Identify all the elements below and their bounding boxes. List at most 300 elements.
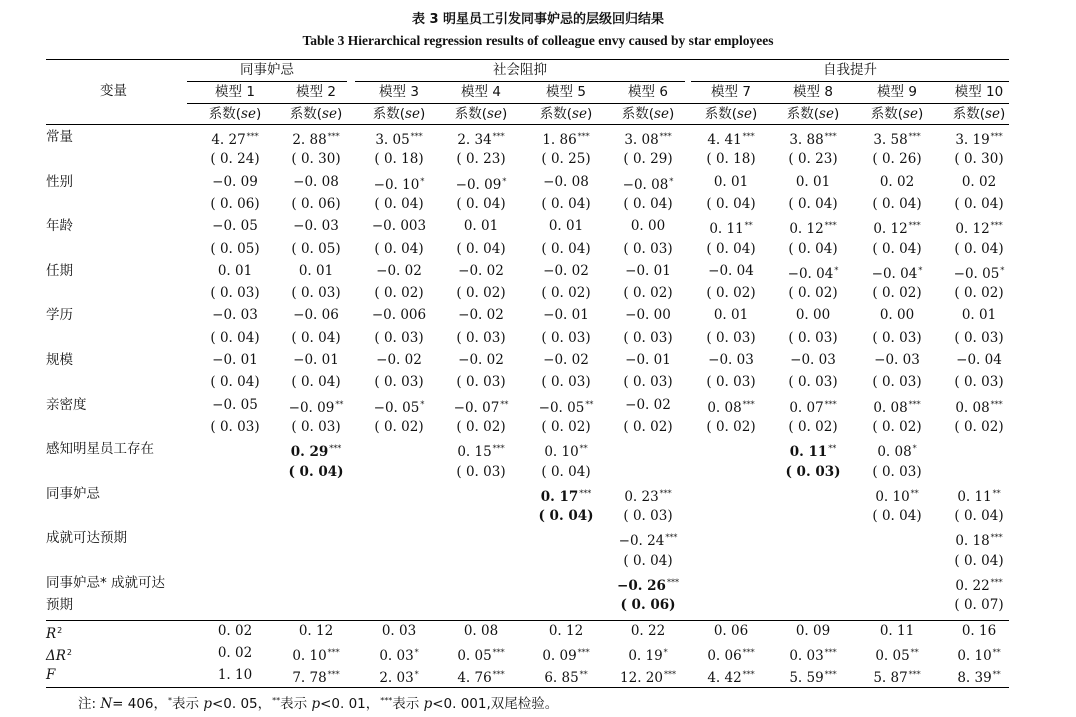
coef-value: −0. 05 (373, 399, 420, 416)
coef-label: 系数( (786, 106, 820, 122)
coef-value: −0. 006 (371, 307, 427, 324)
stat-symbol: ΔR (46, 648, 66, 664)
stat-symbol: F (46, 667, 56, 683)
coef-cell (938, 126, 1020, 148)
se-cell: ( 0. 04) (954, 552, 1004, 569)
significance-stars: *** (990, 533, 1003, 543)
note-p-symbol: p (311, 696, 321, 712)
significance-stars: *** (410, 132, 423, 141)
se-cell: ( 0. 04) (954, 240, 1004, 257)
se-cell: ( 0. 03) (456, 329, 506, 346)
se-cell: ( 0. 03) (291, 418, 341, 435)
coef-value: 0. 01 (961, 307, 997, 324)
se-cell: ( 0. 02) (541, 285, 591, 302)
se-cell: ( 0. 04) (538, 508, 594, 525)
coef-value: 0. 08 (955, 399, 990, 416)
coef-value: −0. 02 (543, 352, 589, 368)
coef-cell (938, 304, 1020, 326)
coef-cell (194, 215, 276, 237)
stat-cell (525, 642, 607, 664)
se-cell: ( 0. 06) (291, 195, 341, 212)
coef-cell (690, 215, 772, 237)
coef-cell (358, 126, 440, 148)
coef-value: −0. 00 (625, 307, 671, 324)
significance-stars: *** (824, 132, 837, 141)
coef-cell (856, 349, 938, 371)
row-label: 常量 (46, 129, 73, 145)
coef-cell (525, 394, 607, 416)
coef-cell (525, 349, 607, 371)
model-header: 模型 3 (379, 84, 419, 100)
group-header: 同事妒忌 (240, 62, 294, 78)
coef-cell (194, 349, 276, 371)
coef-value: −0. 03 (708, 352, 754, 368)
significance-stars: *** (577, 132, 590, 141)
stat-label (46, 642, 72, 664)
coef-label: 系数( (289, 106, 323, 122)
coef-cell (856, 260, 938, 282)
stat-value: 6. 85 (544, 670, 579, 686)
coef-cell (440, 171, 522, 193)
coef-value: 3. 05 (375, 132, 410, 148)
se-cell: ( 0. 04) (954, 508, 1004, 525)
note-threshold-2: <0. 01， (320, 696, 380, 712)
model-header: 模型 6 (628, 84, 668, 100)
coef-cell (275, 215, 357, 237)
coef-cell (440, 304, 522, 326)
coef-value: 0. 11 (709, 221, 744, 238)
coef-cell (938, 483, 1020, 505)
coef-cell (607, 527, 689, 549)
coef-header (938, 103, 1020, 125)
stat-value: 0. 16 (961, 623, 997, 639)
stat-value: 4. 42 (707, 670, 742, 686)
coef-value: −0. 02 (376, 352, 422, 368)
se-cell: ( 0. 03) (788, 374, 838, 391)
coef-value: −0. 05 (538, 399, 585, 416)
coef-cell (856, 394, 938, 416)
se-cell: ( 0. 25) (541, 151, 591, 168)
significance-stars: *** (492, 670, 505, 679)
significance-stars: *** (492, 648, 505, 657)
coef-cell (690, 394, 772, 416)
coef-value: −0. 26 (617, 578, 666, 594)
significance-stars: *** (824, 648, 837, 657)
se-cell: ( 0. 03) (541, 329, 591, 346)
note-threshold-3: <0. 001,双尾检验。 (432, 696, 559, 712)
coef-value: −0. 07 (453, 399, 500, 416)
stat-value: 0. 06 (713, 623, 749, 639)
coef-cell (938, 171, 1020, 193)
coef-cell (440, 394, 522, 416)
significance-stars: *** (659, 132, 672, 141)
se-cell: ( 0. 04) (706, 240, 756, 257)
coef-value: 3. 19 (955, 132, 990, 148)
coef-cell (690, 260, 772, 282)
coef-value: 0. 01 (217, 262, 253, 279)
coef-value: −0. 01 (293, 352, 339, 368)
se-cell: ( 0. 03) (374, 374, 424, 391)
coef-header (358, 103, 440, 125)
coef-close: ) (586, 106, 593, 122)
stat-cell (194, 642, 276, 664)
coef-cell (938, 527, 1020, 549)
coef-cell (440, 349, 522, 371)
coef-value: −0. 10 (373, 176, 420, 193)
significance-stars: *** (663, 670, 676, 679)
coef-cell (690, 171, 772, 193)
stat-value: 0. 09 (795, 623, 831, 639)
coef-cell (856, 126, 938, 148)
coef-value: 0. 02 (879, 173, 915, 190)
coef-value: 3. 58 (873, 132, 908, 148)
stat-cell (772, 664, 854, 686)
note-p-symbol: p (203, 696, 212, 712)
significance-stars: *** (659, 488, 672, 498)
stat-value: 0. 05 (457, 648, 492, 664)
se-cell: ( 0. 02) (706, 285, 756, 302)
stat-cell (275, 620, 357, 642)
coef-value: 0. 01 (463, 218, 499, 235)
significance-stars: * (834, 265, 839, 275)
significance-stars: *** (990, 132, 1003, 141)
significance-stars: * (669, 176, 674, 186)
se-cell: ( 0. 04) (872, 195, 922, 212)
coef-value: −0. 01 (625, 352, 671, 368)
coef-header (856, 103, 938, 125)
coef-value: −0. 01 (543, 307, 589, 324)
significance-stars: * (420, 399, 425, 409)
coef-value: −0. 01 (212, 352, 258, 368)
se-cell: ( 0. 03) (872, 329, 922, 346)
se-cell: ( 0. 03) (291, 285, 341, 302)
stat-cell (440, 664, 522, 686)
coef-value: 2. 88 (292, 132, 327, 148)
stat-cell (525, 620, 607, 642)
coef-cell (856, 171, 938, 193)
coef-header (440, 103, 522, 125)
stat-value: 8. 39 (957, 670, 992, 686)
coef-value: 0. 11 (957, 488, 992, 505)
coef-value: −0. 03 (874, 352, 920, 368)
coef-cell (938, 572, 1020, 594)
coef-cell (607, 394, 689, 416)
se-cell: ( 0. 07) (954, 597, 1004, 614)
stat-value: 0. 10 (957, 648, 992, 664)
se-cell: ( 0. 03) (210, 418, 260, 435)
stat-cell (856, 642, 938, 664)
se-cell: ( 0. 05) (210, 240, 260, 257)
stat-label (46, 620, 62, 642)
coef-value: 0. 10 (544, 444, 579, 461)
coef-cell (275, 171, 357, 193)
coef-cell (194, 171, 276, 193)
se-label: se (487, 106, 502, 122)
coef-value: 0. 00 (879, 307, 915, 324)
se-cell: ( 0. 02) (374, 285, 424, 302)
row-label: 年龄 (46, 218, 73, 235)
coef-close: ) (501, 106, 508, 122)
significance-stars: ** (579, 670, 588, 679)
coef-cell (607, 215, 689, 237)
coef-close: ) (668, 106, 675, 122)
coef-value: 0. 00 (630, 218, 666, 235)
coef-label: 系数( (704, 106, 738, 122)
coef-value: 0. 01 (713, 307, 749, 324)
coef-value: 3. 08 (624, 132, 659, 148)
se-cell: ( 0. 04) (623, 552, 673, 569)
significance-stars: * (918, 265, 923, 275)
coef-cell (440, 438, 522, 460)
coef-cell (938, 215, 1020, 237)
group-header: 社会阻抑 (493, 62, 547, 78)
significance-stars: ** (335, 399, 344, 409)
row-label: 同事妒忌* 成就可达 (46, 575, 166, 591)
coef-cell (440, 215, 522, 237)
significance-stars: ** (910, 488, 919, 498)
coef-cell (856, 215, 938, 237)
coef-label: 系数( (372, 106, 406, 122)
coef-value: −0. 09 (212, 173, 258, 190)
se-cell: ( 0. 04) (788, 195, 838, 212)
coef-value: −0. 02 (458, 307, 504, 324)
coef-value: 0. 01 (795, 173, 831, 190)
coef-cell (275, 304, 357, 326)
coef-cell (607, 126, 689, 148)
stat-value: 0. 02 (217, 623, 253, 639)
coef-header (194, 103, 276, 125)
coef-cell (275, 260, 357, 282)
significance-stars: *** (666, 578, 679, 587)
coef-value: 0. 10 (875, 488, 910, 505)
se-cell: ( 0. 02) (706, 418, 756, 435)
note-p2-text: 表示 (280, 696, 312, 712)
coef-cell (358, 215, 440, 237)
significance-stars: *** (492, 444, 505, 454)
coef-value: 0. 07 (789, 399, 824, 416)
significance-stars: * (912, 444, 917, 454)
coef-cell (607, 483, 689, 505)
model-header: 模型 4 (461, 84, 501, 100)
coef-close: ) (751, 106, 758, 122)
coef-cell (358, 171, 440, 193)
stat-cell (772, 642, 854, 664)
se-cell: ( 0. 04) (541, 240, 591, 257)
significance-stars: ** (992, 648, 1001, 657)
significance-stars: *** (824, 399, 837, 409)
se-cell: ( 0. 03) (623, 374, 673, 391)
coef-value: 0. 08 (873, 399, 908, 416)
se-label: se (819, 106, 834, 122)
coef-cell (525, 260, 607, 282)
coef-value: −0. 09 (288, 399, 335, 416)
stat-cell (772, 620, 854, 642)
significance-stars: *** (577, 648, 590, 657)
coef-close: ) (419, 106, 426, 122)
coef-cell (938, 260, 1020, 282)
coef-value: 0. 17 (540, 488, 579, 505)
stat-value: 12. 20 (620, 670, 663, 686)
stat-value: 2. 03 (379, 670, 414, 686)
se-cell: ( 0. 03) (954, 329, 1004, 346)
stat-value: 5. 87 (873, 670, 908, 686)
note-p-symbol: p (423, 696, 433, 712)
coef-cell (275, 438, 357, 460)
stat-cell (194, 620, 276, 642)
se-cell: ( 0. 26) (872, 151, 922, 168)
coef-cell (440, 126, 522, 148)
se-cell: ( 0. 03) (456, 463, 506, 480)
se-cell: ( 0. 04) (706, 195, 756, 212)
coef-cell (690, 126, 772, 148)
significance-stars: ** (910, 648, 919, 657)
coef-value: −0. 02 (376, 262, 422, 279)
coef-close: ) (999, 106, 1006, 122)
coef-cell (856, 438, 938, 460)
coef-value: 0. 01 (713, 173, 749, 190)
coef-cell (525, 438, 607, 460)
coef-cell (772, 126, 854, 148)
se-cell: ( 0. 03) (456, 374, 506, 391)
note-threshold-1: <0. 05， (211, 696, 272, 712)
significance-stars: *** (908, 132, 921, 141)
significance-stars: * (1000, 265, 1005, 275)
coef-value: −0. 04 (956, 352, 1002, 368)
se-cell: ( 0. 04) (210, 329, 260, 346)
se-cell: ( 0. 04) (541, 195, 591, 212)
coef-value: −0. 09 (455, 176, 502, 193)
coef-value: 0. 29 (290, 444, 329, 461)
coef-cell (772, 438, 854, 460)
model-header: 模型 5 (546, 84, 586, 100)
coef-value: 0. 01 (298, 262, 334, 279)
coef-cell (194, 304, 276, 326)
significance-stars: *** (327, 670, 340, 679)
coef-value: −0. 02 (458, 352, 504, 368)
significance-stars: *** (908, 399, 921, 409)
significance-stars: *** (908, 221, 921, 231)
coef-label: 系数( (621, 106, 655, 122)
model-header: 模型 7 (711, 84, 751, 100)
stat-cell (690, 642, 772, 664)
coef-value: 0. 08 (877, 444, 912, 461)
coef-value: −0. 02 (543, 262, 589, 279)
coef-value: 0. 22 (955, 578, 990, 594)
stat-cell (607, 664, 689, 686)
coef-label: 系数( (539, 106, 573, 122)
se-cell: ( 0. 30) (954, 151, 1004, 168)
se-cell: ( 0. 04) (210, 374, 260, 391)
se-cell: ( 0. 18) (706, 151, 756, 168)
coef-cell (525, 126, 607, 148)
stat-cell (358, 642, 440, 664)
significance-stars: *** (492, 132, 505, 141)
stat-cell (194, 664, 276, 686)
row-label: 感知明星员工存在 (46, 441, 154, 458)
coef-value: 0. 11 (789, 444, 828, 461)
note-n-symbol: N (100, 696, 113, 712)
coef-cell (690, 304, 772, 326)
se-label: se (322, 106, 337, 122)
significance-stars: ** (828, 444, 837, 454)
se-cell: ( 0. 05) (291, 240, 341, 257)
coef-value: −0. 05 (953, 265, 1000, 282)
coef-value: 4. 41 (707, 132, 742, 148)
significance-stars: * (414, 670, 419, 679)
significance-stars: *** (742, 132, 755, 141)
se-cell: ( 0. 04) (374, 240, 424, 257)
stat-value: 0. 12 (298, 623, 334, 639)
model-header: 模型 8 (793, 84, 833, 100)
coef-cell (772, 304, 854, 326)
stat-cell (275, 664, 357, 686)
coef-cell (525, 171, 607, 193)
coef-cell (772, 394, 854, 416)
table-note: 注: N= 406，*表示 p<0. 05，**表示 p<0. 01，***表示 p<0. 001,双尾检验。 (78, 696, 559, 712)
stat-cell (275, 642, 357, 664)
coef-close: ) (917, 106, 924, 122)
coef-value: −0. 06 (293, 307, 339, 324)
se-cell: ( 0. 02) (623, 418, 673, 435)
stat-cell (690, 664, 772, 686)
stat-cell (607, 642, 689, 664)
coef-header (275, 103, 357, 125)
coef-value: 0. 12 (789, 221, 824, 238)
row-label: 同事妒忌 (46, 485, 100, 502)
coef-value: −0. 04 (787, 265, 834, 282)
table-caption-cn: 表 3 明星员工引发同事妒忌的层级回归结果 (411, 12, 665, 27)
coef-value: 0. 02 (961, 173, 997, 190)
coef-value: 1. 86 (542, 132, 577, 148)
se-label: se (241, 106, 256, 122)
se-cell: ( 0. 04) (541, 463, 591, 480)
significance-stars: *** (990, 399, 1003, 409)
se-cell: ( 0. 03) (785, 463, 841, 480)
coef-value: −0. 05 (212, 218, 258, 235)
coef-cell (607, 171, 689, 193)
stat-label (46, 664, 55, 686)
row-label: 学历 (46, 307, 73, 324)
stat-value: 0. 19 (628, 648, 663, 664)
stat-value: 7. 78 (292, 670, 327, 686)
row-label: 规模 (46, 352, 73, 368)
stat-cell (607, 620, 689, 642)
stat-cell (358, 620, 440, 642)
se-cell: ( 0. 02) (954, 418, 1004, 435)
stat-symbol: R (46, 626, 57, 642)
significance-stars: *** (908, 670, 921, 679)
stat-cell (440, 642, 522, 664)
coef-cell (194, 260, 276, 282)
stat-value: 1. 10 (217, 667, 253, 683)
se-cell: ( 0. 03) (954, 374, 1004, 391)
coef-value: 2. 34 (457, 132, 492, 148)
coef-label: 系数( (952, 106, 986, 122)
se-cell: ( 0. 03) (623, 329, 673, 346)
coef-value: 4. 27 (211, 132, 246, 148)
se-cell: ( 0. 18) (374, 151, 424, 168)
coef-value: −0. 02 (625, 396, 671, 413)
stat-value: 0. 22 (630, 623, 666, 639)
stat-value: 0. 06 (707, 648, 742, 664)
coef-cell (358, 349, 440, 371)
se-label: se (654, 106, 669, 122)
significance-stars: * (414, 648, 419, 657)
coef-cell (358, 260, 440, 282)
stat-value: 0. 08 (463, 623, 499, 639)
coef-value: −0. 08 (293, 173, 339, 190)
se-label: se (405, 106, 420, 122)
